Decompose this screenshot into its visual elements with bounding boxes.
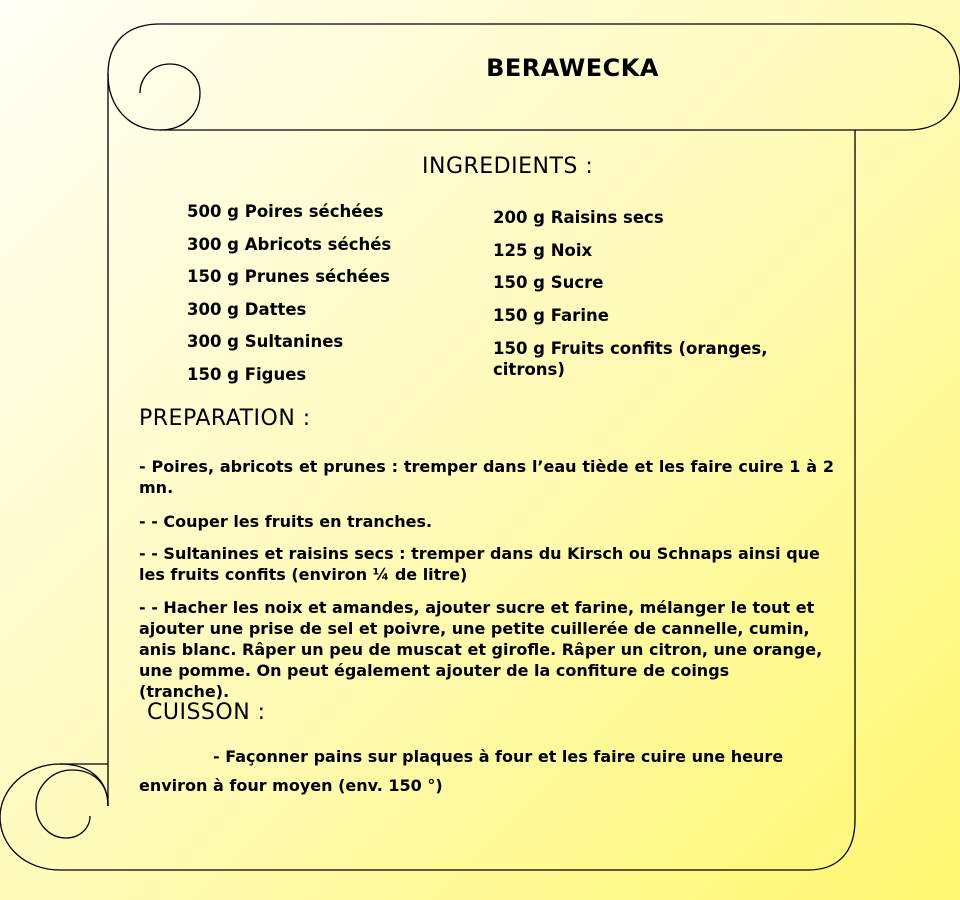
cuisson-heading: CUISSON : [147, 700, 266, 725]
ingredient-item: 125 g Noix [493, 241, 593, 260]
ingredient-item: citrons) [493, 360, 565, 379]
preparation-step: - Poires, abricots et prunes : tremper dans l’eau tiède et les faire cuire 1 à 2 mn. [139, 457, 834, 497]
preparation-step: - - Couper les fruits en tranches. [139, 512, 433, 531]
preparation-step: - - Hacher les noix et amandes, ajouter sucre et farine, mélanger le tout et ajouter une prise de sel et poivre, une petite cuillerée de cannelle, cumin, anis blanc. Râper un peu de muscat et girofle. Râper un citron, une orange, une pomme. On peut également ajouter de la confiture de coings (tranche). [139, 598, 823, 701]
cuisson-line: environ à four moyen (env. 150 °) [139, 776, 443, 795]
cuisson-line: - Façonner pains sur plaques à four et les faire cuire une heure [213, 747, 784, 766]
preparation-step: - - Sultanines et raisins secs : tremper dans du Kirsch ou Schnaps ainsi que les fruits confits (environ ¼ de litre) [139, 544, 820, 584]
preparation-heading: PREPARATION : [139, 406, 311, 431]
ingredient-item: 150 g Farine [493, 306, 609, 325]
ingredient-item: 150 g Sucre [493, 273, 604, 292]
ingredient-item: 300 g Dattes [187, 300, 307, 319]
ingredient-item: 200 g Raisins secs [493, 208, 664, 227]
ingredient-item: 150 g Fruits confits (oranges, [493, 339, 768, 358]
ingredient-item: 500 g Poires séchées [187, 202, 384, 221]
ingredient-item: 150 g Figues [187, 365, 307, 384]
ingredients-heading: INGREDIENTS : [422, 154, 594, 179]
recipe-title: BERAWECKA [486, 54, 659, 82]
ingredient-item: 150 g Prunes séchées [187, 267, 390, 286]
ingredient-item: 300 g Sultanines [187, 332, 344, 351]
ingredient-item: 300 g Abricots séchés [187, 235, 392, 254]
